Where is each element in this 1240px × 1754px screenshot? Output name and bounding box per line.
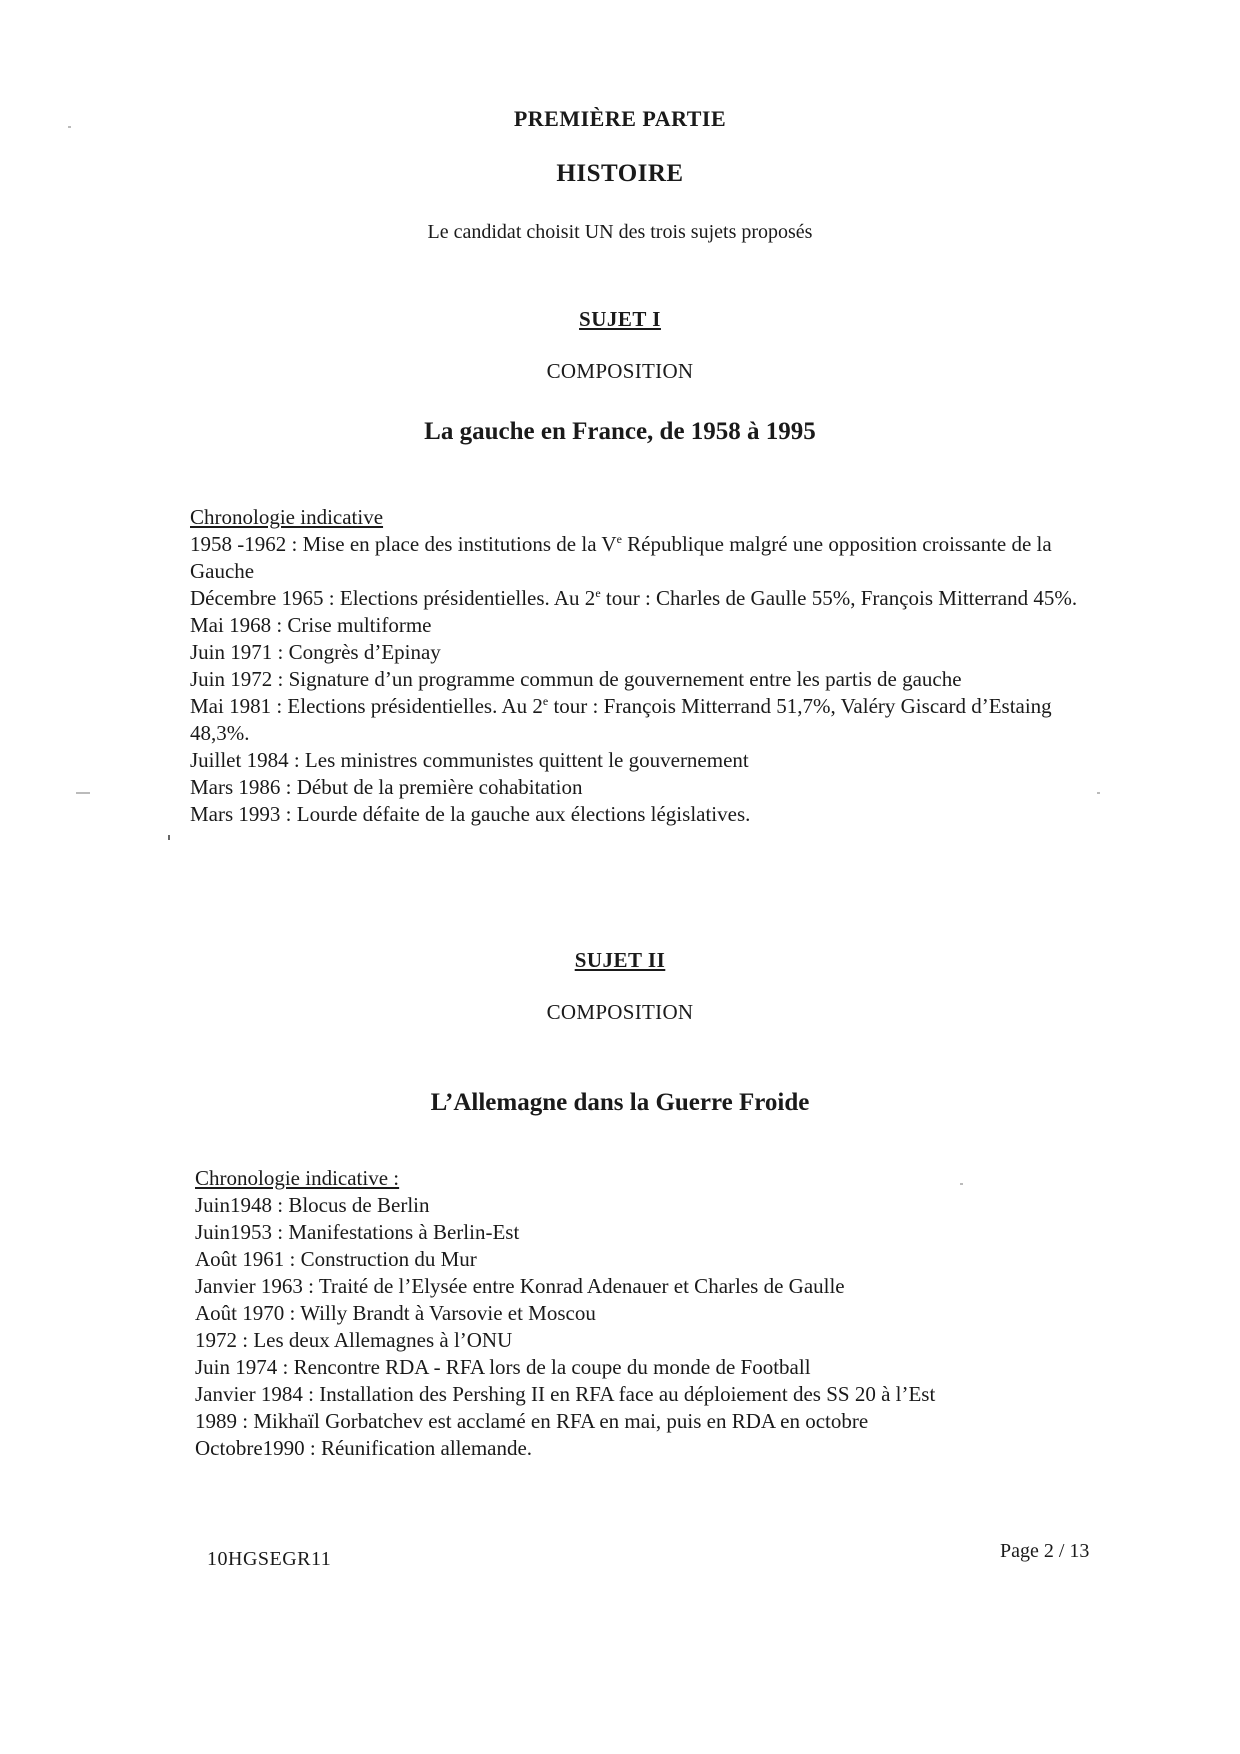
subject1-chronology-entry (190, 693, 1110, 747)
section-title: HISTOIRE (556, 160, 684, 187)
entry-text: Mars 1986 : Début de la première cohabitation (190, 775, 583, 799)
entry-text: Juin 1972 : Signature d’un programme commun de gouvernement entre les partis de gauche (190, 667, 962, 691)
entry-text: 1989 : Mikhaïl Gorbatchev est acclamé en RFA en mai, puis en RDA en octobre (195, 1409, 869, 1433)
subject2-chronology-entry (195, 1192, 1115, 1219)
subject2-chronology-entry (195, 1273, 1115, 1300)
subject2-chronology-list (195, 1192, 1115, 1462)
page-number: Page 2 / 13 (1000, 1540, 1090, 1562)
subject2-label: SUJET II (574, 948, 666, 972)
entry-text: Juin1953 : Manifestations à Berlin-Est (195, 1220, 520, 1244)
entry-text: Mai 1981 : Elections présidentielles. Au 2 (190, 694, 543, 718)
scan-speck (76, 792, 90, 794)
entry-text: Décembre 1965 : Elections présidentielles. Au 2 (190, 586, 596, 610)
subject1-label: SUJET I (579, 307, 661, 331)
part-label: PREMIÈRE PARTIE (513, 106, 727, 131)
entry-superscript: e (616, 532, 622, 546)
subject1-chronology-entry (190, 666, 1110, 693)
scan-speck (1097, 792, 1100, 794)
subject1-chronology-entry (190, 801, 1110, 828)
subject2-title: L’Allemagne dans la Guerre Froide (430, 1089, 810, 1116)
entry-text: Juin 1971 : Congrès d’Epinay (190, 640, 441, 664)
entry-text: Octobre1990 : Réunification allemande. (195, 1436, 533, 1460)
subject2-type: COMPOSITION (546, 1000, 694, 1024)
entry-text-continued: République malgré une opposition croissante de la Gauche (190, 532, 1052, 583)
entry-text: Août 1970 : Willy Brandt à Varsovie et Moscou (195, 1301, 596, 1325)
subject1-chronology (190, 504, 1110, 828)
subject1-title: La gauche en France, de 1958 à 1995 (424, 418, 816, 445)
entry-text-continued: tour : Charles de Gaulle 55%, François Mitterrand 45%. (600, 586, 1078, 610)
instruction-text: Le candidat choisit UN des trois sujets proposés (427, 221, 813, 243)
subject1-type: COMPOSITION (546, 359, 694, 383)
entry-text: 1972 : Les deux Allemagnes à l’ONU (195, 1328, 513, 1352)
entry-superscript: e (542, 694, 549, 708)
subject1-chronology-entry (190, 774, 1110, 801)
subject1-chronology-entry (190, 531, 1110, 585)
entry-text: Mars 1993 : Lourde défaite de la gauche aux élections législatives. (190, 802, 751, 826)
subject2-chronology-entry (195, 1246, 1115, 1273)
document-code: 10HGSEGR11 (207, 1548, 332, 1570)
subject1-chronology-heading: Chronologie indicative (190, 505, 384, 529)
entry-text: Août 1961 : Construction du Mur (195, 1247, 477, 1271)
subject1-chronology-list (190, 531, 1110, 828)
subject2-chronology-entry (195, 1354, 1115, 1381)
scan-speck (168, 835, 170, 840)
subject1-chronology-entry (190, 747, 1110, 774)
entry-text: Juin 1974 : Rencontre RDA - RFA lors de la coupe du monde de Football (195, 1355, 811, 1379)
entry-text: Janvier 1984 : Installation des Pershing II en RFA face au déploiement des SS 20 à l’Est (195, 1382, 936, 1406)
subject2-chronology-heading: Chronologie indicative : (195, 1166, 400, 1190)
entry-text: Mai 1968 : Crise multiforme (190, 613, 432, 637)
subject2-chronology-entry (195, 1435, 1115, 1462)
scan-speck (960, 1183, 963, 1185)
entry-text: Juillet 1984 : Les ministres communistes quittent le gouvernement (190, 748, 749, 772)
subject2-chronology (195, 1165, 1115, 1462)
subject1-chronology-entry (190, 612, 1110, 639)
subject1-chronology-entry (190, 639, 1110, 666)
subject2-chronology-entry (195, 1327, 1115, 1354)
subject2-chronology-entry (195, 1408, 1115, 1435)
entry-text-continued: tour : François Mitterrand 51,7%, Valéry Giscard d’Estaing 48,3%. (190, 694, 1052, 745)
entry-text: Janvier 1963 : Traité de l’Elysée entre Konrad Adenauer et Charles de Gaulle (195, 1274, 845, 1298)
subject2-chronology-entry (195, 1300, 1115, 1327)
entry-superscript: e (595, 586, 601, 600)
subject1-chronology-entry (190, 585, 1110, 612)
subject2-chronology-entry (195, 1219, 1115, 1246)
entry-text: 1958 -1962 : Mise en place des institutions de la V (190, 532, 617, 556)
subject2-chronology-entry (195, 1381, 1115, 1408)
scan-speck (68, 126, 71, 128)
entry-text: Juin1948 : Blocus de Berlin (195, 1193, 430, 1217)
